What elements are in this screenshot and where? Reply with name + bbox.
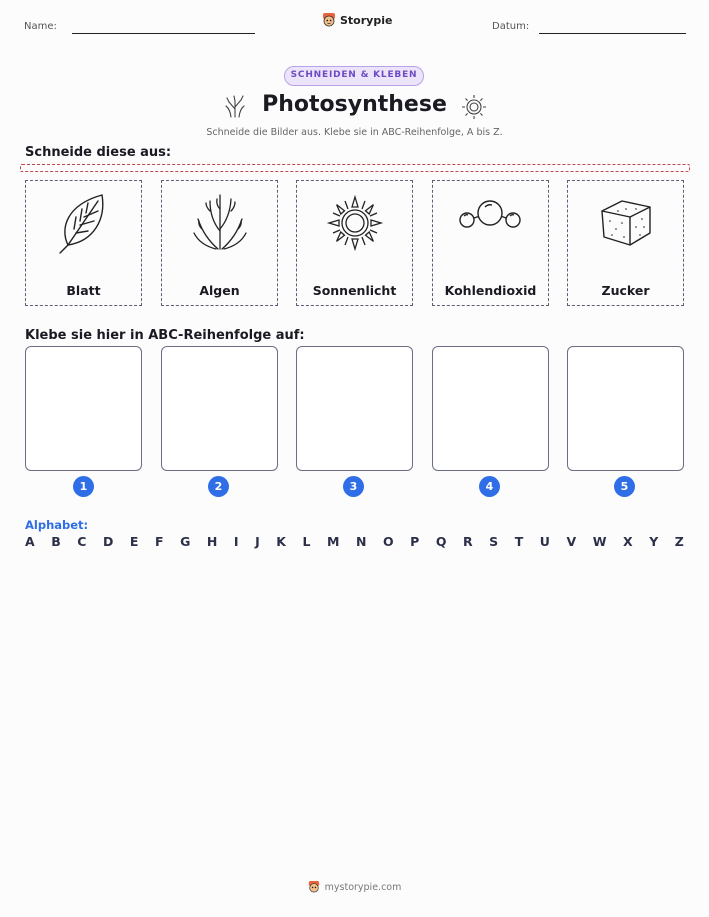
- alphabet-letter: Z: [674, 534, 684, 549]
- paste-box-4[interactable]: [432, 346, 549, 471]
- sun-title-icon: [460, 93, 488, 121]
- paste-section-heading: Klebe sie hier in ABC-Reihenfolge auf:: [25, 328, 305, 343]
- alphabet-letter: A: [25, 534, 35, 549]
- alphabet-letter: X: [623, 534, 633, 549]
- date-label: Datum:: [492, 21, 530, 32]
- cut-card-label: Kohlendioxid: [444, 283, 537, 298]
- alphabet-row: [25, 534, 684, 549]
- cut-section-heading: Schneide diese aus:: [25, 145, 172, 160]
- number-badge: 1: [73, 476, 94, 497]
- alphabet-letter: N: [355, 534, 367, 549]
- number-badge: 3: [343, 476, 364, 497]
- date-line[interactable]: [539, 33, 686, 34]
- alphabet-letter: W: [592, 534, 607, 549]
- leaf-icon: [54, 189, 114, 255]
- alphabet-letter: B: [51, 534, 61, 549]
- name-label: Name:: [24, 21, 57, 32]
- cut-card-algae[interactable]: [161, 180, 278, 306]
- cut-card-co2[interactable]: [432, 180, 549, 306]
- alphabet-letter: J: [255, 534, 260, 549]
- number-badge: 5: [614, 476, 635, 497]
- paste-box-5[interactable]: [567, 346, 684, 471]
- alphabet-letter: U: [539, 534, 550, 549]
- alphabet-letter: G: [180, 534, 191, 549]
- alphabet-letter: D: [103, 534, 114, 549]
- cut-card-label: Zucker: [601, 283, 650, 298]
- brand-name: Storypie: [340, 13, 393, 27]
- footer: [0, 880, 709, 894]
- cut-card-label: Blatt: [66, 283, 101, 298]
- molecule-icon: [455, 189, 525, 255]
- alphabet-heading: Alphabet:: [25, 518, 89, 532]
- alphabet-letter: H: [206, 534, 218, 549]
- page-title: Photosynthese: [262, 92, 447, 117]
- number-badge: 2: [208, 476, 229, 497]
- activity-badge: SCHNEIDEN & KLEBEN: [284, 66, 424, 86]
- cut-guide-line: [20, 164, 690, 172]
- alphabet-letter: O: [382, 534, 394, 549]
- paste-box-2[interactable]: [161, 346, 278, 471]
- sun-icon: [325, 189, 385, 255]
- alphabet-letter: M: [326, 534, 340, 549]
- cut-card-label: Sonnenlicht: [312, 283, 397, 298]
- cut-card-sun[interactable]: [296, 180, 413, 306]
- cut-card-label: Algen: [199, 283, 240, 298]
- alphabet-letter: L: [302, 534, 311, 549]
- alphabet-letter: Q: [435, 534, 447, 549]
- alphabet-letter: C: [77, 534, 87, 549]
- paste-box-3[interactable]: [296, 346, 413, 471]
- alphabet-letter: I: [233, 534, 239, 549]
- storypie-mascot-icon: [308, 880, 320, 894]
- name-line[interactable]: [72, 33, 255, 34]
- paste-box-1[interactable]: [25, 346, 142, 471]
- footer-url[interactable]: mystorypie.com: [324, 881, 402, 893]
- alphabet-letter: K: [276, 534, 286, 549]
- number-badge: 4: [479, 476, 500, 497]
- alphabet-letter: E: [129, 534, 139, 549]
- algae-icon: [190, 189, 250, 255]
- alphabet-letter: T: [514, 534, 524, 549]
- brand-logo: [322, 12, 392, 28]
- alphabet-letter: V: [566, 534, 577, 549]
- cut-card-sugar[interactable]: [567, 180, 684, 306]
- alphabet-letter: P: [410, 534, 420, 549]
- storypie-mascot-icon: [322, 12, 336, 28]
- alphabet-letter: R: [463, 534, 473, 549]
- sugar-cube-icon: [596, 189, 656, 255]
- instructions: Schneide die Bilder aus. Klebe sie in ABC-Reihenfolge, A bis Z.: [206, 127, 503, 138]
- alphabet-letter: Y: [649, 534, 659, 549]
- alphabet-letter: F: [155, 534, 164, 549]
- alphabet-letter: S: [489, 534, 499, 549]
- cut-card-leaf[interactable]: [25, 180, 142, 306]
